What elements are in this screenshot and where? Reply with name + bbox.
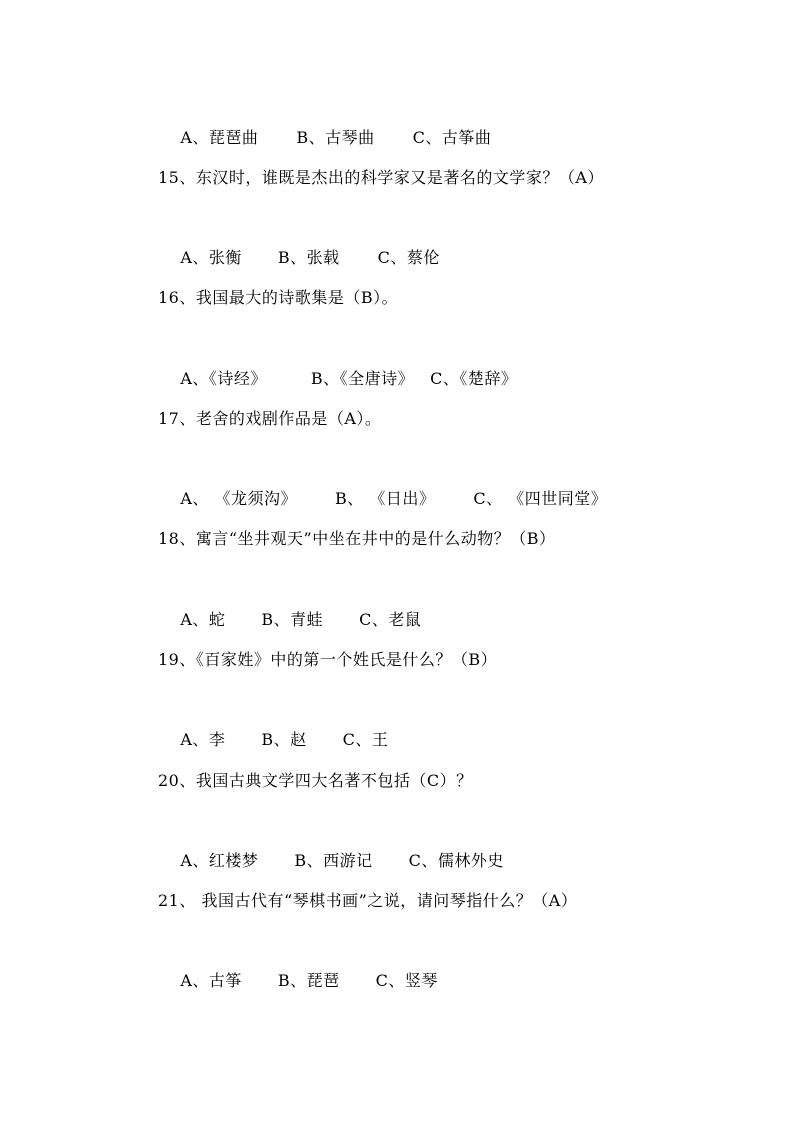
options-q20 — [158, 831, 504, 891]
option-a: A、红楼梦 — [180, 851, 259, 870]
question-21: 21、 我国古代有“琴棋书画”之说，请问琴指什么？（A） — [158, 891, 578, 910]
options-q19 — [158, 710, 388, 770]
option-b: B、赵 — [261, 730, 307, 749]
option-b: B、青蛙 — [261, 610, 324, 629]
option-c: C、王 — [342, 730, 389, 749]
option-a: A、《诗经》 — [180, 369, 267, 388]
option-b: B、张载 — [277, 248, 340, 267]
option-b: B、《全唐诗》 — [310, 369, 415, 388]
option-c: C、古筝曲 — [412, 128, 492, 147]
option-a: A、张衡 — [180, 248, 242, 267]
question-16: 16、我国最大的诗歌集是（B）。 — [158, 288, 399, 307]
options-q15 — [158, 228, 440, 288]
question-18: 18、寓言“坐井观天”中坐在井中的是什么动物？（B） — [158, 529, 556, 548]
options-q16 — [158, 349, 517, 409]
option-c: C、《楚辞》 — [430, 369, 518, 388]
options-q17 — [158, 469, 607, 529]
options-q21 — [158, 951, 438, 1011]
option-c: C、竖琴 — [375, 971, 438, 990]
option-c: C、蔡伦 — [377, 248, 440, 267]
option-c: C、 《四世同堂》 — [473, 489, 608, 508]
option-a: A、蛇 — [180, 610, 226, 629]
option-b: B、 《日出》 — [335, 489, 436, 508]
option-a: A、 《龙须沟》 — [180, 489, 297, 508]
option-b: B、古琴曲 — [296, 128, 375, 147]
question-17: 17、老舍的戏剧作品是（A）。 — [158, 409, 382, 428]
options-q18 — [158, 590, 421, 650]
option-b: B、琵琶 — [277, 971, 340, 990]
option-a: A、李 — [180, 730, 226, 749]
option-a: A、古筝 — [180, 971, 242, 990]
question-20: 20、我国古典文学四大名著不包括（C）？ — [158, 771, 473, 790]
option-b: B、西游记 — [294, 851, 373, 870]
option-c: C、儒林外史 — [408, 851, 504, 870]
question-15: 15、东汉时，谁既是杰出的科学家又是著名的文学家？（A） — [158, 168, 604, 187]
question-19: 19、《百家姓》中的第一个姓氏是什么？（B） — [158, 650, 498, 669]
option-a: A、琵琶曲 — [180, 128, 259, 147]
options-q14 — [158, 108, 491, 168]
option-c: C、老鼠 — [359, 610, 422, 629]
